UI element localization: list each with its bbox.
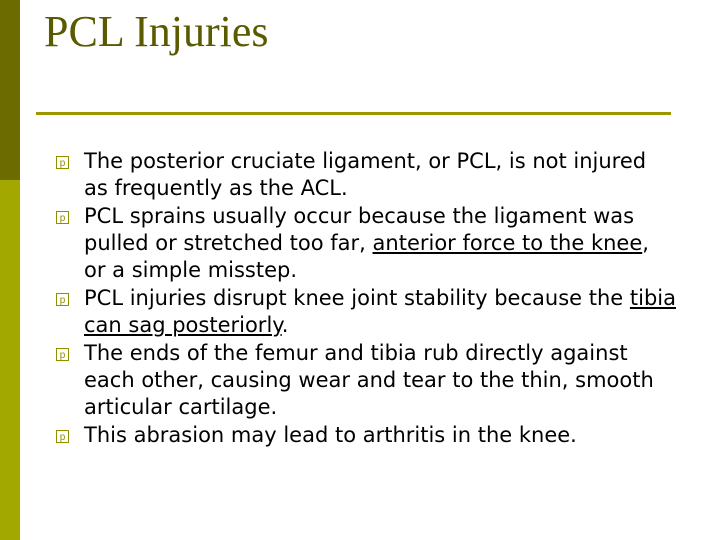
square-p-bullet-icon (56, 156, 69, 169)
square-p-bullet-icon (56, 430, 69, 443)
bullet-text: This abrasion may lead to arthritis in the knee. (84, 423, 577, 447)
bullet-item (56, 340, 676, 421)
bullet-text: , or a simple misstep. (84, 231, 649, 282)
hyperlink-anterior-force[interactable]: anterior force to the knee (372, 231, 643, 255)
bullet-item (56, 148, 676, 202)
bullet-text: PCL sprains usually occur because the ligament was pulled or stretched too far, (84, 204, 635, 255)
bullet-item (56, 422, 676, 449)
bullet-item (56, 203, 676, 284)
bullet-text: The ends of the femur and tibia rub directly against each other, causing wear and tear to the thin, smooth articular cartilage. (84, 341, 654, 419)
bullet-text: The posterior cruciate ligament, or PCL, is not injured as frequently as the ACL. (84, 149, 647, 200)
bullet-text: PCL injuries disrupt knee joint stability because the (84, 286, 630, 310)
svg-text:p: p (59, 158, 66, 169)
bullet-item (56, 285, 676, 339)
accent-bar-bottom (0, 180, 20, 540)
title-divider (36, 112, 671, 115)
square-p-bullet-icon (56, 211, 69, 224)
svg-text:p: p (59, 213, 66, 224)
square-p-bullet-icon (56, 348, 69, 361)
hyperlink-tibia-sag[interactable]: tibia can sag posteriorly (84, 286, 676, 337)
square-p-bullet-icon (56, 293, 69, 306)
svg-text:p: p (59, 295, 66, 306)
svg-text:p: p (59, 350, 66, 361)
bullet-text: . (281, 313, 289, 337)
svg-text:p: p (59, 432, 66, 443)
accent-bar-top (0, 0, 20, 180)
bullet-list (56, 148, 676, 450)
slide-title: PCL Injuries (44, 7, 269, 56)
